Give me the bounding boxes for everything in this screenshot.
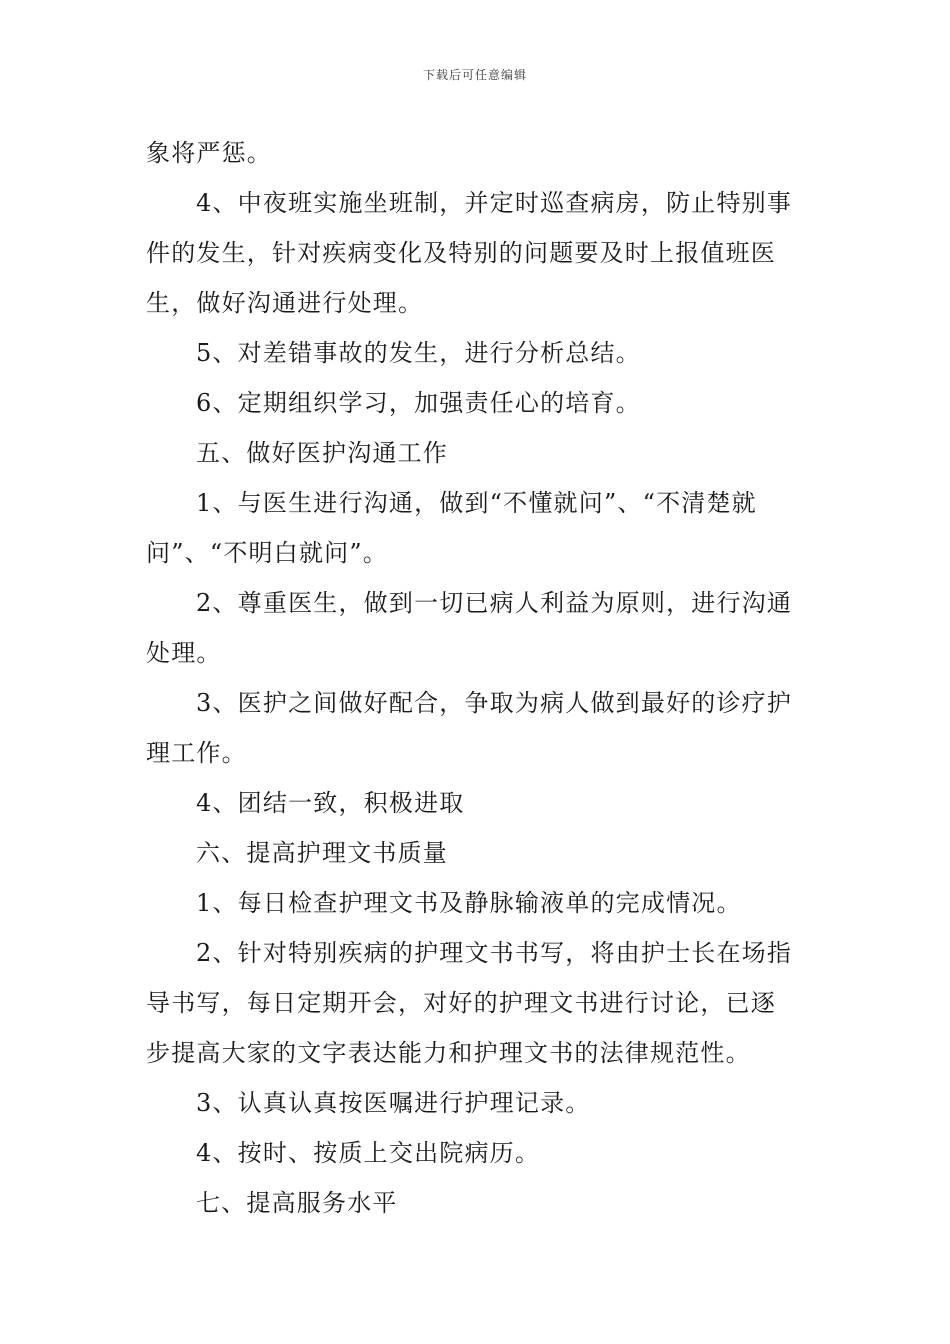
text-line: 6、定期组织学习，加强责任心的培育。 bbox=[196, 389, 641, 417]
text-line: 1、与医生进行沟通，做到“不懂就问”、“不清楚就 bbox=[196, 489, 757, 517]
text-line: 生，做好沟通进行处理。 bbox=[146, 289, 424, 317]
section-heading: 六、提高护理文书质量 bbox=[196, 839, 448, 867]
text-line: 2、尊重医生，做到一切已病人利益为原则，进行沟通 bbox=[196, 589, 793, 617]
text-line: 象将严惩。 bbox=[146, 139, 272, 167]
page-header-note: 下载后可任意编辑 bbox=[422, 68, 527, 82]
text-line: 4、按时、按质上交出院病历。 bbox=[196, 1139, 541, 1167]
text-line: 3、医护之间做好配合，争取为病人做到最好的诊疗护 bbox=[196, 689, 793, 717]
text-line: 导书写，每日定期开会，对好的护理文书进行讨论，已逐 bbox=[146, 989, 776, 1017]
text-line: 2、针对特别疾病的护理文书书写，将由护士长在场指 bbox=[196, 939, 793, 967]
text-line: 5、对差错事故的发生，进行分析总结。 bbox=[196, 339, 641, 367]
text-line: 4、中夜班实施坐班制，并定时巡查病房，防止特别事 bbox=[196, 189, 793, 217]
text-line: 4、团结一致，积极进取 bbox=[196, 789, 465, 817]
document-body bbox=[146, 128, 808, 1228]
text-line: 件的发生，针对疾病变化及特别的问题要及时上报值班医 bbox=[146, 239, 776, 267]
text-line: 3、认真认真按医嘱进行护理记录。 bbox=[196, 1089, 591, 1117]
text-line: 1、每日检查护理文书及静脉输液单的完成情况。 bbox=[196, 889, 742, 917]
section-heading: 七、提高服务水平 bbox=[196, 1189, 398, 1217]
text-line: 处理。 bbox=[146, 639, 222, 667]
section-heading: 五、做好医护沟通工作 bbox=[196, 439, 448, 467]
text-line: 步提高大家的文字表达能力和护理文书的法律规范性。 bbox=[146, 1039, 751, 1067]
text-line: 问”、“不明白就问”。 bbox=[146, 539, 389, 567]
text-line: 理工作。 bbox=[146, 739, 247, 767]
